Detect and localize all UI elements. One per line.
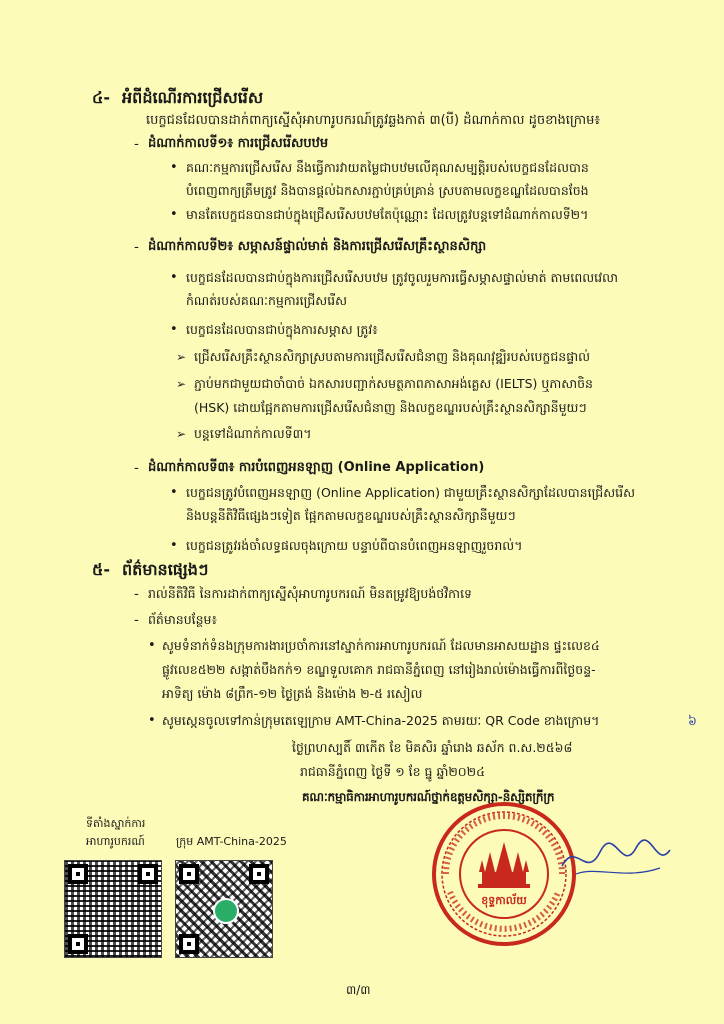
- phase-3-bullet-1-line-2: និងបន្តនីតិវិធីផ្សេងៗទៀត ផ្អែកតាមលក្ខខណ្ឌរបស់គ្រឹះស្ថានសិក្សានីមួយៗ: [186, 508, 516, 523]
- phase-3-bullet-1-marker: •: [170, 485, 178, 500]
- telegram-group-qr-code[interactable]: [175, 860, 273, 958]
- phase-3-dash: -: [134, 460, 139, 476]
- qr-finder-pattern: [179, 934, 199, 954]
- telegram-line: សូមស្កេនចូលទៅកាន់ក្រុមតេឡេក្រាម AMT-China-2025 តាមរយៈ QR Code ខាងក្រោម។: [162, 713, 600, 728]
- phase-2-sub-3: បន្តទៅដំណាក់កាលទី៣។: [194, 426, 312, 441]
- qr-finder-pattern: [68, 934, 88, 954]
- contact-line-2: ផ្លូវលេខ៥២២ សង្កាត់បឹងកក់១ ខណ្ឌទួលគោក រាជធានីភ្នំពេញ នៅរៀងរាល់ម៉ោងធ្វើការពីថ្ងៃចន្ទ-: [162, 662, 596, 677]
- section-4-title: អំពីដំណើរការជ្រើសរើស: [122, 88, 264, 107]
- section-5-item-1-dash: -: [134, 586, 139, 602]
- phase-3-bullet-2-marker: •: [170, 538, 178, 553]
- contact-line-3: អាទិត្យ ម៉ោង ៨ព្រឹក-១២ ថ្ងៃត្រង់ និងម៉ោង ២-៥ រសៀល: [162, 686, 423, 701]
- section-5-item-1: រាល់នីតិវិធី នៃការដាក់ពាក្យស្នើសុំអាហារូបករណ៍ មិនតម្រូវឱ្យបង់ថវិកាទេ: [148, 586, 472, 601]
- phase-3-title: ដំណាក់កាលទី៣៖ ការបំពេញអនឡាញ (Online Application): [148, 460, 485, 475]
- phase-2-sub-1-marker: ➢: [176, 350, 187, 364]
- phase-2-title: ដំណាក់កាលទី២៖ សម្ភាសន៍ផ្ទាល់មាត់ និងការជ្រើសរើសគ្រឹះស្ថានសិក្សា: [148, 239, 487, 254]
- phase-2-bullet-2-marker: •: [170, 322, 178, 337]
- place-date: រាជធានីភ្នំពេញ ថ្ងៃទី ១ ខែ ធ្នូ ឆ្នាំ២០២៤: [300, 764, 485, 779]
- section-5-title: ព័ត៌មានផ្សេងៗ: [122, 560, 209, 579]
- phase-1-title: ដំណាក់កាលទី១៖ ការជ្រើសរើសបឋម: [148, 136, 329, 151]
- phase-1-bullet-1-line-2: បំពេញពាក្យត្រឹមត្រូវ និងបានផ្តល់ឯកសារភ្ជាប់គ្រប់គ្រាន់ ស្របតាមលក្ខខណ្ឌដែលបានចែង: [186, 183, 589, 198]
- phase-3-bullet-2: បេក្ខជនត្រូវរង់ចាំលទ្ធផលចុងក្រោយ បន្ទាប់ពីបានបំពេញអនឡាញរួចរាល់។: [186, 538, 523, 553]
- qr-finder-pattern: [179, 864, 199, 884]
- section-4-intro: បេក្ខជនដែលបានដាក់ពាក្យស្នើសុំអាហារូបករណ៍ត្រូវឆ្លងកាត់ ៣(បី) ដំណាក់កាល ដូចខាងក្រោម៖: [146, 113, 601, 128]
- section-5-item-2-dash: -: [134, 612, 139, 628]
- phase-2-bullet-1-marker: •: [170, 270, 178, 285]
- phase-2-sub-2-line-2: (HSK) ដោយផ្អែកតាមការជ្រើសរើសជំនាញ និងលក្ខខណ្ឌរបស់គ្រឹះស្ថានសិក្សានីមួយៗ: [194, 400, 587, 415]
- phase-3-bullet-1-line-1: បេក្ខជនត្រូវបំពេញអនឡាញ (Online Application) ជាមួយគ្រឹះស្ថានសិក្សាដែលបានជ្រើសរើស: [186, 485, 635, 500]
- phase-2-bullet-1-line-2: កំណត់របស់គណៈកម្មការជ្រើសរើស: [186, 293, 348, 308]
- qr-right-caption: ក្រុម AMT-China-2025: [176, 835, 287, 848]
- qr-left-caption-line-2: អាហារូបករណ៍: [86, 835, 145, 848]
- margin-mark: ៦: [688, 713, 697, 728]
- page-number: ៣/៣: [346, 983, 371, 997]
- seal-text: ខុទ្ទកាល័យ: [481, 894, 527, 907]
- phase-2-sub-2-line-1: ភ្ជាប់មកជាមួយជាចាំបាច់ ឯកសារបញ្ជាក់សមត្ថភាពភាសាអង់គ្លេស (IELTS) ឬភាសាចិន: [194, 376, 593, 391]
- section-4-number: ៤-: [92, 88, 110, 107]
- phase-1-bullet-1-line-1: គណៈកម្មការជ្រើសរើស នឹងធ្វើការវាយតម្លៃជាបឋមលើគុណសម្បត្តិរបស់បេក្ខជនដែលបាន: [186, 160, 589, 175]
- phase-1-bullet-2: មានតែបេក្ខជនបានជាប់ក្នុងជ្រើសរើសបឋមតែប៉ុណ្ណោះ ដែលត្រូវបន្តទៅដំណាក់កាលទី២។: [186, 207, 589, 222]
- phase-1-bullet-2-marker: •: [170, 207, 178, 222]
- phase-2-dash: -: [134, 239, 139, 255]
- phase-2-sub-1: ជ្រើសរើសគ្រឹះស្ថានសិក្សាស្របតាមការជ្រើសរើសជំនាញ និងគុណវុឌ្ឍិរបស់បេក្ខជនផ្ទាល់: [194, 349, 591, 364]
- phase-2-sub-2-marker: ➢: [176, 377, 187, 391]
- phase-1-dash: -: [134, 136, 139, 152]
- handwritten-signature: [556, 830, 676, 890]
- section-5-number: ៥-: [92, 560, 110, 579]
- section-5-item-2: ព័ត៌មានបន្ថែម៖: [148, 612, 217, 627]
- wechat-logo-icon: [213, 898, 239, 924]
- qr-finder-pattern: [249, 864, 269, 884]
- committee-name: គណៈកម្មាធិការអាហារូបករណ៍ថ្នាក់ឧត្តមសិក្សា-និស្សិតក្រីក្រ: [302, 790, 555, 804]
- phase-1-bullet-1-marker: •: [170, 160, 178, 175]
- phase-2-bullet-1-line-1: បេក្ខជនដែលបានជាប់ក្នុងការជ្រើសរើសបឋម ត្រូវចូលរួមការធ្វើសម្ភាសផ្ទាល់មាត់ តាមពេលវេលា: [186, 270, 618, 285]
- contact-bullet-marker: •: [148, 638, 156, 653]
- lunar-date: ថ្ងៃព្រហស្បតិ៍ ៣កើត ខែ មិគសិរ ឆ្នាំរោង ឆស័ក ព.ស.២៥៦៨: [292, 740, 573, 755]
- contact-line-1: សូមទំនាក់ទំនងក្រុមការងារប្រចាំការនៅស្នាក់ការអាហារូបករណ៍ ដែលមានអាសយដ្ឋាន ផ្ទះលេខ៤: [162, 638, 600, 653]
- phase-2-bullet-2: បេក្ខជនដែលបានជាប់ក្នុងការសម្ភាស ត្រូវ៖: [186, 322, 378, 337]
- office-location-qr-code[interactable]: [64, 860, 162, 958]
- qr-left-caption-line-1: ទីតាំងស្នាក់ការ: [86, 817, 146, 830]
- qr-finder-pattern: [68, 864, 88, 884]
- telegram-bullet-marker: •: [148, 713, 156, 728]
- qr-finder-pattern: [138, 864, 158, 884]
- angkor-wat-icon: [478, 842, 530, 888]
- phase-2-sub-3-marker: ➢: [176, 427, 187, 441]
